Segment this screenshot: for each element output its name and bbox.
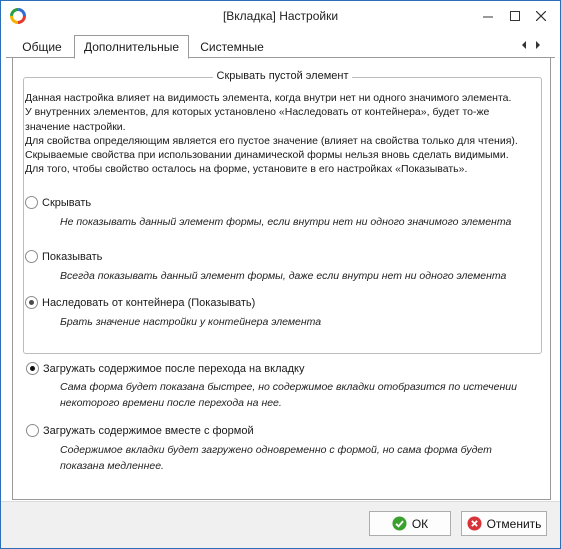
dialog-footer [1,501,560,548]
radio-button[interactable] [25,196,38,209]
hint-line: показана медленнее. [60,460,164,472]
description-line: Данная настройка влияет на видимость элемента, когда внутри нет ни одного значимого элемента. [25,92,512,104]
group-description [25,91,539,177]
load-after-switch-hint [60,379,517,411]
radio-load-with-form[interactable] [26,424,254,437]
ok-label: ОК [411,516,429,531]
minimize-icon [483,11,493,21]
radio-show[interactable] [25,250,102,263]
radio-button[interactable] [26,424,39,437]
tab-general[interactable]: Общие [22,40,62,54]
radio-button[interactable] [25,250,38,263]
maximize-icon [510,11,520,21]
radio-inherit-label[interactable]: Наследовать от контейнера (Показывать) [42,296,256,309]
description-line: У внутренних элементов, для которых установлено «Наследовать от контейнера», будет то-же [25,106,490,119]
cancel-icon [467,516,482,531]
description-line: Для того, чтобы свойство осталось на форме, установите в его настройках «Показывать». [25,163,468,176]
tab-content [12,58,551,500]
radio-load-after-switch[interactable] [26,362,304,375]
tab-strip [1,32,560,58]
radio-load-with-form-label[interactable]: Загружать содержимое вместе с формой [43,424,254,437]
radio-inherit[interactable] [25,296,255,309]
description-line: Для свойства определяющим является его пустое значение (влияет на свойства только для чтения). [25,134,518,147]
radio-show-label[interactable]: Показывать [42,250,103,263]
check-icon [392,516,407,531]
hint-line: Сама форма будет показана быстрее, но содержимое вкладки отобразится по истечении [60,381,517,393]
tab-system[interactable]: Системные [200,40,264,54]
radio-hide-label[interactable]: Скрывать [42,196,92,209]
tab-scroll-right-icon[interactable] [533,40,543,50]
tab-additional[interactable]: Дополнительные [74,35,189,59]
title-bar[interactable] [1,1,560,32]
radio-inherit-hint: Брать значение настройки у контейнера элемента [60,316,322,328]
description-line: Скрываемые свойства при использовании динамической формы нельзя вновь сделать видимыми. [25,149,509,162]
ok-button[interactable] [369,511,451,536]
window-title: [Вкладка] Настройки [222,9,339,23]
hide-empty-group [23,70,542,354]
close-icon [536,11,546,21]
hint-line: Содержимое вкладки будет загружено одновременно с формой, но сама форма будет [60,444,492,456]
cancel-button[interactable] [461,511,547,536]
radio-load-after-switch-label[interactable]: Загружать содержимое после перехода на вкладку [43,362,305,375]
radio-hide-hint: Не показывать данный элемент формы, если внутри нет ни одного значимого элемента [60,216,512,228]
radio-hide[interactable] [25,196,91,209]
hint-line: некоторого времени после перехода на нее. [60,397,282,409]
radio-button-selected[interactable] [25,296,38,309]
load-with-form-hint [60,442,492,474]
group-title: Скрывать пустой элемент [213,70,353,82]
close-button[interactable] [529,5,553,27]
maximize-button[interactable] [503,5,527,27]
description-line: значение настройки. [25,120,126,133]
radio-show-hint: Всегда показывать данный элемент формы, даже если внутри нет ни одного элемента [60,270,507,282]
tab-scroll-left-icon[interactable] [519,40,529,50]
minimize-button[interactable] [476,5,500,27]
cancel-label: Отменить [486,516,542,531]
radio-button-selected[interactable] [26,362,39,375]
